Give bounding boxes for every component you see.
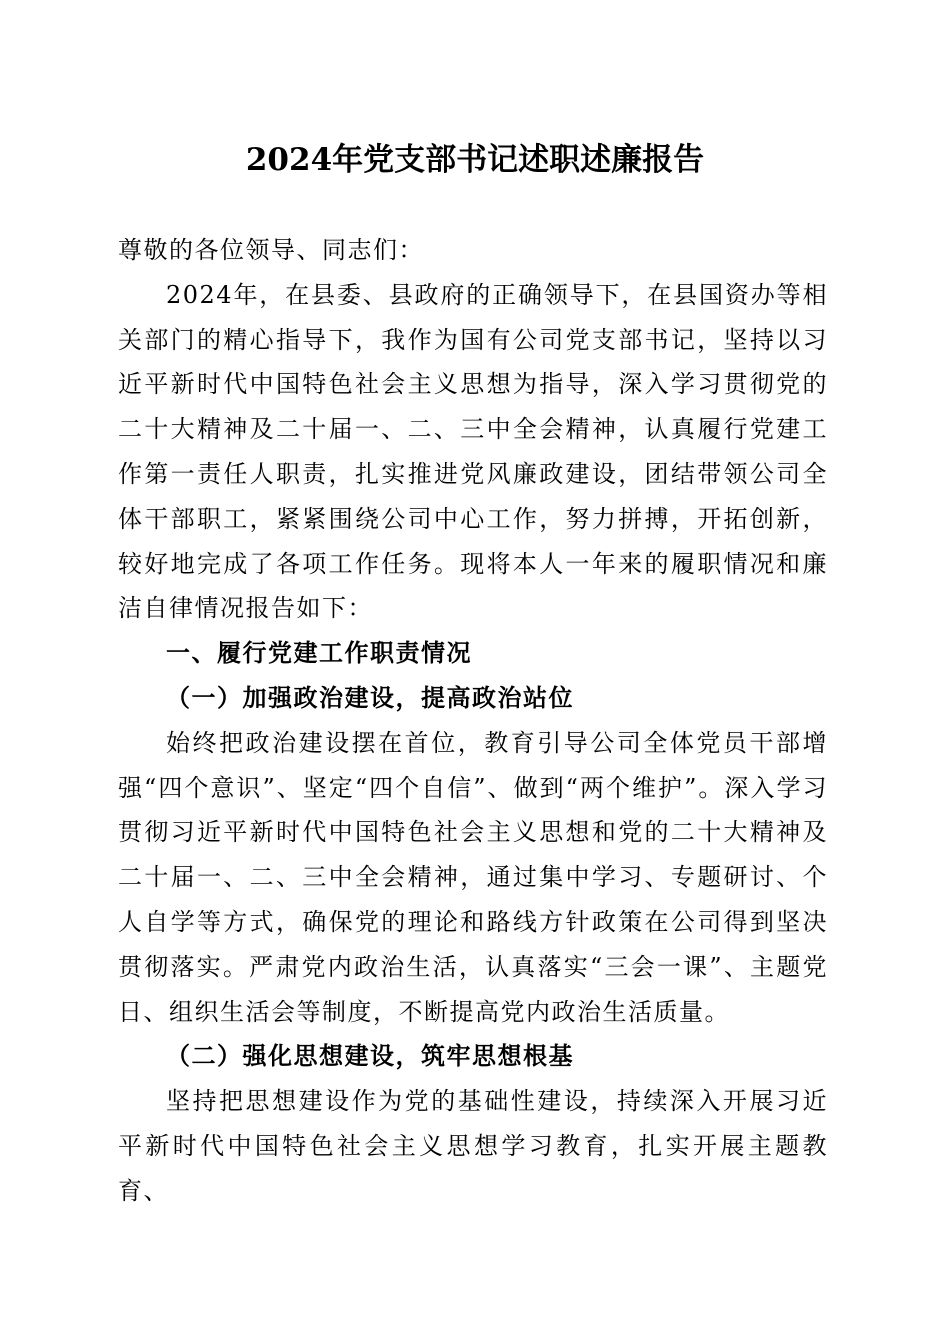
subsection-heading-1: （一）加强政治建设，提高政治站位 [166, 682, 574, 712]
subsection-heading-2: （二）强化思想建设，筑牢思想根基 [166, 1041, 574, 1071]
document-title: 2024年党支部书记述职述廉报告 [245, 142, 705, 178]
intro-paragraph: 2024年，在县委、县政府的正确领导下，在县国资办等相关部门的精心指导下，我作为国有公司党支部书记，坚持以习近平新时代中国特色社会主义思想为指导，深入学习贯彻党的二十大精神及二十届一、二、三中全会精神，认真履行党建工作第一责任人职责，扎实推进党风廉政建设，团结带领公司全体干部职工，紧紧围绕公司中心工作，努力拼搏，开拓创新，较好地完成了各项工作任务。现将本人一年来的履职情况和廉洁自律情况报告如下： [118, 280, 828, 623]
salutation: 尊敬的各位领导、同志们： [118, 236, 424, 264]
section-heading-1: 一、履行党建工作职责情况 [166, 639, 472, 668]
subsection-paragraph-1: 始终把政治建设摆在首位，教育引导公司全体党员干部增强“四个意识”、坚定“四个自信”、做到“两个维护”。深入学习贯彻习近平新时代中国特色社会主义思想和党的二十大精神及二十届一、二、三中全会精神，通过集中学习、专题研讨、个人自学等方式，确保党的理论和路线方针政策在公司得到坚决贯彻落实。严肃党内政治生活，认真落实“三会一课”、主题党日、组织生活会等制度，不断提高党内政治生活质量。 [118, 728, 828, 1026]
document-body [118, 228, 828, 1214]
subsection-paragraph-2: 坚持把思想建设作为党的基础性建设，持续深入开展习近平新时代中国特色社会主义思想学习教育，扎实开展主题教育、 [118, 1087, 828, 1205]
